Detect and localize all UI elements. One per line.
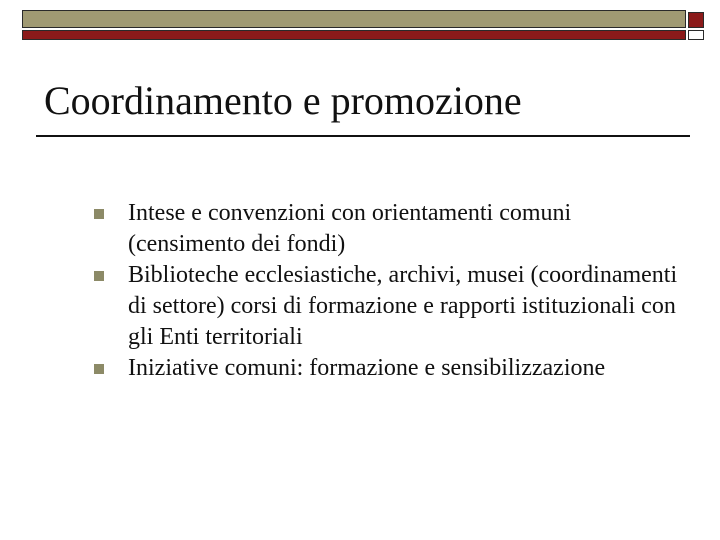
square-bullet-icon xyxy=(94,364,104,374)
corner-square-white xyxy=(688,30,704,40)
corner-square-red xyxy=(688,12,704,28)
title-underline xyxy=(36,135,690,137)
bullet-text: Intese e convenzioni con orientamenti comuni (censimento dei fondi) xyxy=(128,200,572,257)
header-bar-olive xyxy=(22,10,686,28)
bullet-list xyxy=(94,198,694,384)
header-bar-maroon xyxy=(22,30,686,40)
bullet-item xyxy=(94,260,694,353)
decorative-header-bar xyxy=(22,10,686,40)
square-bullet-icon xyxy=(94,271,104,281)
bullet-text: Iniziative comuni: formazione e sensibilizzazione xyxy=(128,355,606,381)
slide-title: Coordinamento e promozione xyxy=(44,78,522,123)
bullet-item xyxy=(94,353,694,384)
bullet-item xyxy=(94,198,694,260)
bullet-text: Biblioteche ecclesiastiche, archivi, musei (coordinamenti di settore) corsi di formazione e rapporti istituzionali con gli Enti territoriali xyxy=(128,262,678,350)
square-bullet-icon xyxy=(94,209,104,219)
